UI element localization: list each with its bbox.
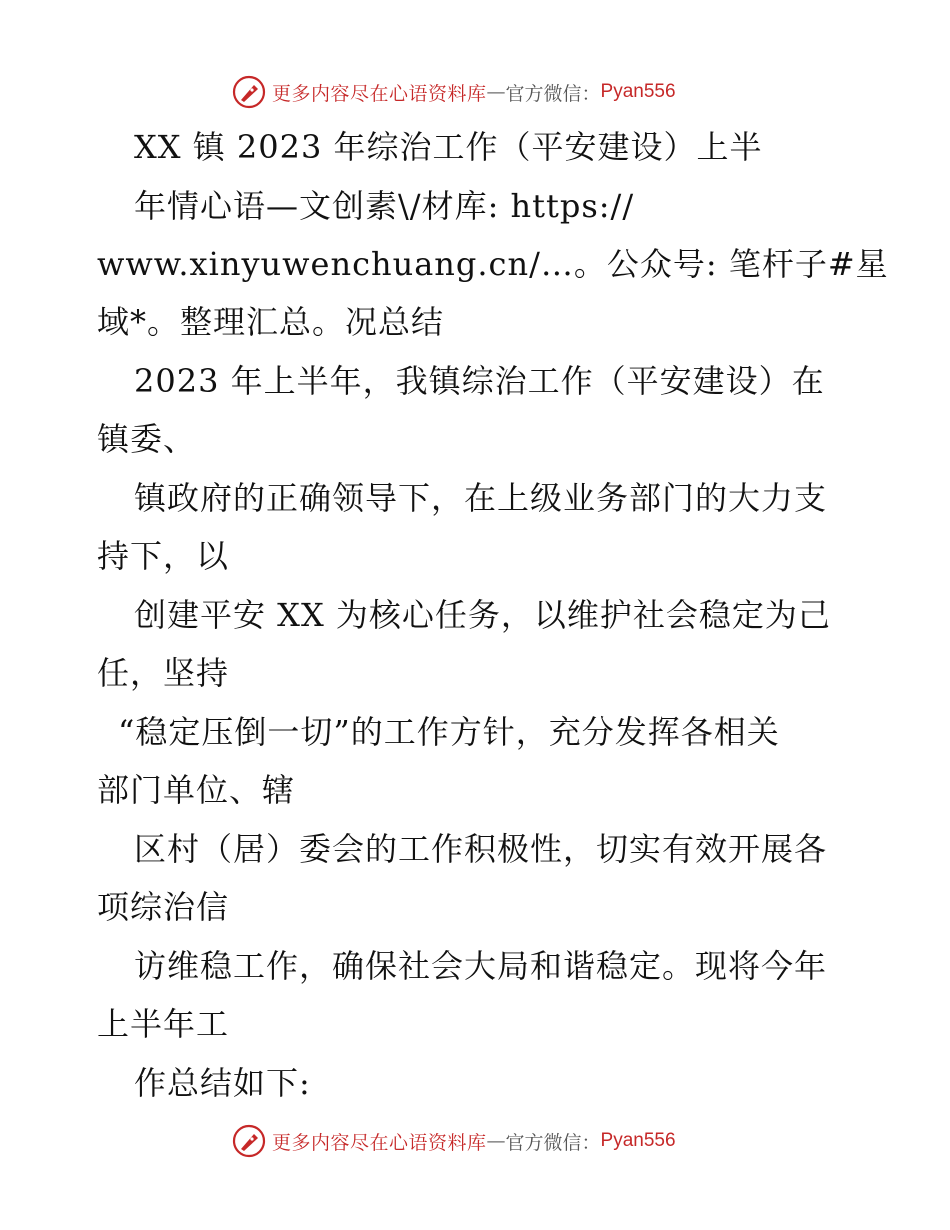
paragraph-line: 创建平安 XX 为核心任务，以维护社会稳定为己 (134, 596, 831, 634)
paragraph-line: 持下，以 (97, 537, 230, 575)
watermark-main-text: 更多内容尽在心语资料库 (272, 1131, 487, 1154)
watermark-separator: — (486, 81, 506, 103)
pen-nib-logo-icon (232, 1124, 266, 1158)
watermark-wechat-label: 官方微信： (505, 1131, 601, 1154)
paragraph-line: 区村（居）委会的工作积极性，切实有效开展各 (134, 830, 828, 868)
title-line-2: 年情心语—文创素\/材库: https:// (134, 187, 635, 225)
paragraph-line: 任，坚持 (97, 654, 230, 692)
title-line-4: 域*。整理汇总。况总结 (97, 303, 445, 341)
title-line-1: XX 镇 2023 年综治工作（平安建设）上半 (134, 128, 763, 166)
paragraph-line: 部门单位、辖 (97, 771, 296, 809)
paragraph-line: 镇委、 (97, 420, 197, 458)
watermark-main-text: 更多内容尽在心语资料库 (272, 82, 487, 105)
paragraph-line: 访维稳工作，确保社会大局和谐稳定。现将今年 (134, 947, 828, 985)
watermark-wechat-id: Pyan556 (600, 81, 676, 102)
title-line-3: www.xinyuwenchuang.cn/…。公众号: 笔杆子#星 (97, 245, 889, 283)
paragraph-line: 作总结如下: (134, 1064, 311, 1102)
paragraph-line: “稳定压倒一切”的工作方针，充分发挥各相关 (118, 713, 780, 751)
paragraph-line: 2023 年上半年，我镇综治工作（平安建设）在 (134, 362, 825, 400)
header-watermark (232, 72, 676, 112)
paragraph-line: 上半年工 (97, 1005, 230, 1043)
footer-watermark (232, 1121, 676, 1161)
paragraph-line: 项综治信 (97, 888, 230, 926)
watermark-wechat-id: Pyan556 (600, 1130, 676, 1151)
paragraph-line: 镇政府的正确领导下，在上级业务部门的大力支 (134, 479, 828, 517)
watermark-separator: — (486, 1130, 506, 1152)
watermark-wechat-label: 官方微信： (505, 82, 601, 105)
pen-nib-logo-icon (232, 75, 266, 109)
